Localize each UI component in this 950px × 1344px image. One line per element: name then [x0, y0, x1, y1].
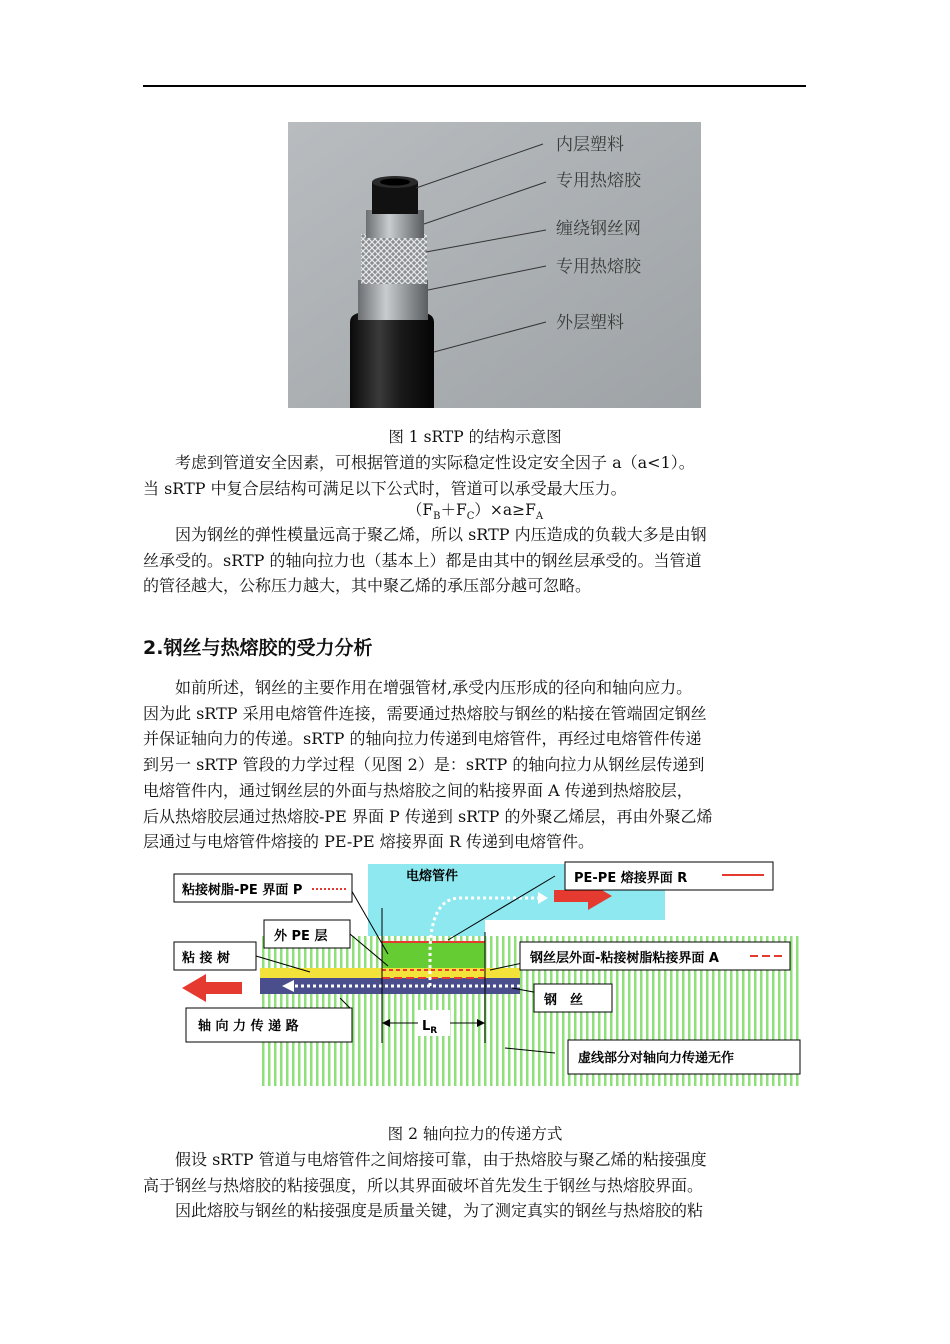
text-line: 到另一 sRTP 管段的力学过程（见图 2）是：sRTP 的轴向拉力从钢丝层传递到: [143, 755, 705, 775]
srtp-structure-figure: [288, 122, 701, 408]
text-line: 因为钢丝的弹性模量远高于聚乙烯，所以 sRTP 内压造成的负载大多是由钢: [175, 525, 707, 544]
formula-open: （F: [406, 501, 434, 519]
text-line: 高于钢丝与热熔胶的粘接强度，所以其界面破坏首先发生于钢丝与热熔胶界面。: [143, 1175, 704, 1195]
text-line: 的管径越大，公称压力越大，其中聚乙烯的承压部分越可忽略。: [143, 576, 592, 596]
text-line: 当 sRTP 中复合层结构可满足以下公式时，管道可以承受最大压力。: [143, 478, 627, 498]
text-line: 电熔管件内，通过钢丝层的外面与热熔胶之间的粘接界面 A 传递到热熔胶层，: [143, 780, 693, 800]
paragraph-force-transfer: [143, 675, 806, 855]
label-outer-pe: 外 PE 层: [274, 929, 328, 944]
formula-mid: ）×a≥F: [474, 501, 536, 519]
formula-sub-a: A: [535, 511, 544, 523]
label-force-path: 轴 向 力 传 递 路: [198, 1019, 299, 1034]
label-interface-p: 粘接树脂-PE 界面 P: [182, 883, 303, 898]
paragraph-bond-strength: [143, 1147, 806, 1224]
fig1-label-steel-mesh: 缠绕钢丝网: [556, 219, 641, 239]
label-dashed-note: 虚线部分对轴向力传递无作: [578, 1051, 735, 1066]
formula-plus: ＋F: [440, 501, 467, 519]
fig1-label-hot-melt-2: 专用热熔胶: [556, 257, 641, 277]
formula-sub-c: C: [466, 511, 475, 523]
label-interface-r: PE-PE 熔接界面 R: [574, 871, 688, 886]
text-line: 层通过与电熔管件熔接的 PE-PE 熔接界面 R 传递到电熔管件。: [143, 832, 594, 852]
text-line: 后从热熔胶层通过热熔胶-PE 界面 P 传递到 sRTP 的外聚乙烯层，再由外聚乙烯: [143, 806, 713, 826]
label-steel: 钢 丝: [544, 993, 584, 1008]
fig1-label-inner-plastic: 内层塑料: [556, 135, 624, 155]
text-line: 考虑到管道安全因素，可根据管道的实际稳定性设定安全因子 a（a<1）。: [175, 453, 695, 472]
header-rule: [143, 85, 806, 87]
text-line: 并保证轴向力的传递。sRTP 的轴向拉力传递到电熔管件，再经过电熔管件传递: [143, 729, 702, 749]
label-resin: 粘 接 树: [182, 951, 231, 966]
text-line: 因此熔胶与钢丝的粘接强度是质量关键，为了测定真实的钢丝与热熔胶的粘: [175, 1201, 704, 1221]
outer-pe-block: [382, 942, 485, 968]
formula-sub-b: B: [433, 511, 441, 523]
figure1-caption: 图 1 sRTP 的结构示意图: [388, 428, 562, 446]
fig1-label-outer-plastic: 外层塑料: [556, 313, 624, 333]
label-interface-a: 钢丝层外面-粘接树脂粘接界面 A: [530, 951, 719, 966]
paragraph-safety-factor: [143, 450, 806, 501]
text-line: 丝承受的。sRTP 的轴向拉力也（基本上）都是由其中的钢丝层承受的。当管道: [143, 550, 702, 570]
text-line: 如前所述，钢丝的主要作用在增强管材,承受内压形成的径向和轴向应力。: [175, 678, 693, 697]
section-heading: 2.钢丝与热熔胶的受力分析: [143, 637, 373, 659]
paragraph-steel-modulus: [143, 522, 806, 599]
formula: [0, 498, 950, 522]
left-red-arrow: [182, 974, 242, 1002]
label-lr: $L_R$: [422, 1019, 438, 1036]
figure2-caption: 图 2 轴向拉力的传递方式: [387, 1125, 563, 1143]
label-fitting: 电熔管件: [406, 869, 459, 884]
fig1-label-hot-melt-1: 专用热熔胶: [556, 171, 641, 191]
text-line: 假设 sRTP 管道与电熔管件之间熔接可靠，由于热熔胶与聚乙烯的粘接强度: [175, 1150, 707, 1169]
axial-force-diagram: [160, 858, 810, 1090]
text-line: 因为此 sRTP 采用电熔管件连接，需要通过热熔胶与钢丝的粘接在管端固定钢丝: [143, 703, 707, 723]
